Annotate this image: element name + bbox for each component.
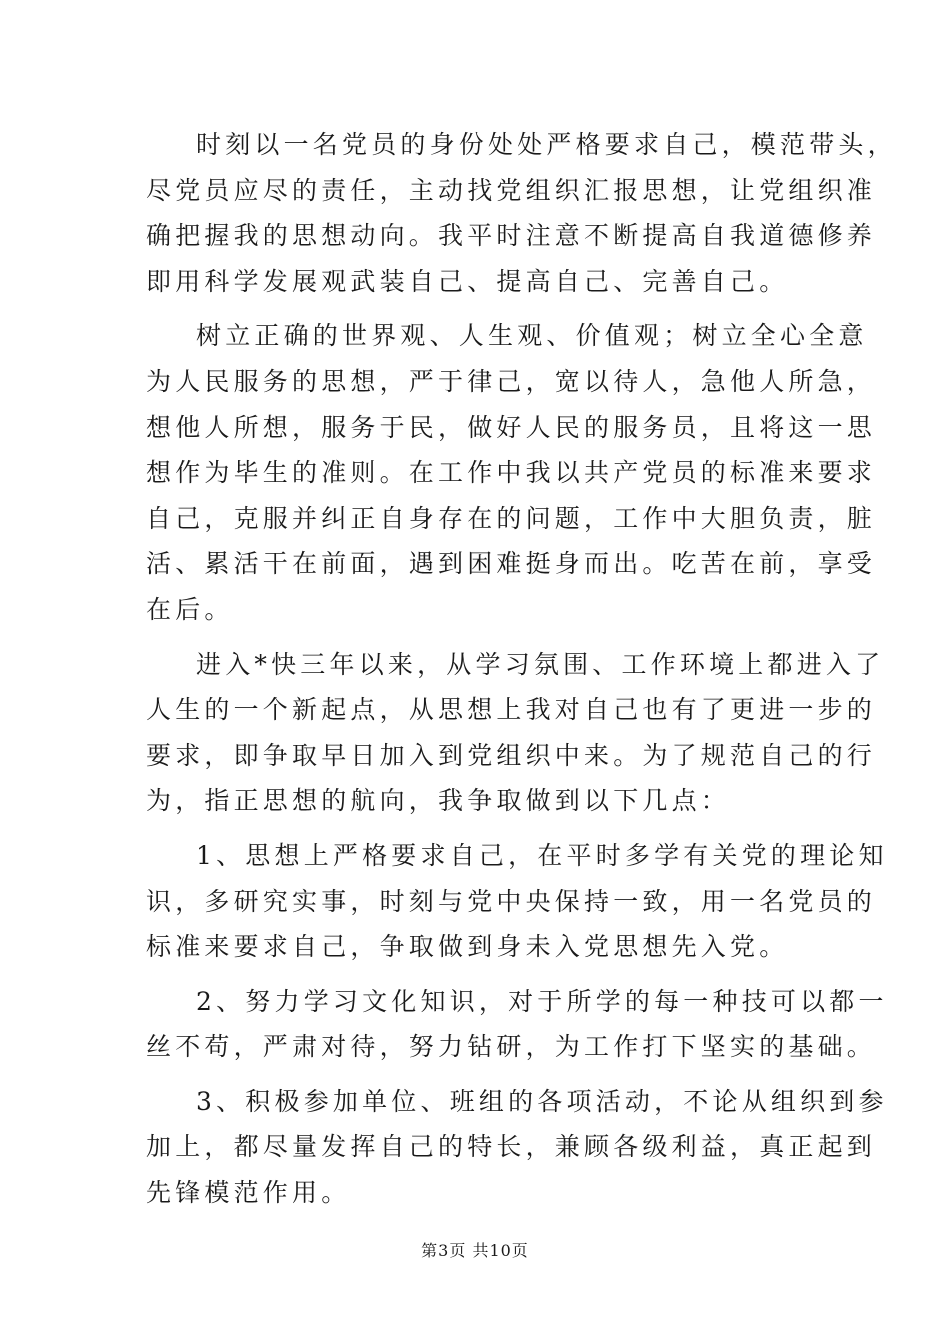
text-line: 丝不苟，严肃对待，努力钻研，为工作打下坚实的基础。	[146, 1032, 877, 1062]
text-line: 先锋模范作用。	[146, 1178, 351, 1208]
text-line: 想作为毕生的准则。在工作中我以共产党员的标准来要求	[146, 458, 877, 488]
text-line: 识，多研究实事，时刻与党中央保持一致，用一名党员的	[146, 886, 877, 916]
text-line: 为人民服务的思想，严于律己，宽以待人，急他人所急，	[146, 366, 877, 396]
text-line: 活、累活干在前面，遇到困难挺身而出。吃苦在前，享受	[146, 549, 877, 579]
text-line: 尽党员应尽的责任，主动找党组织汇报思想，让党组织准	[146, 175, 877, 205]
text-line: 树立正确的世界观、人生观、价值观；树立全心全意	[196, 321, 868, 351]
text-line: 在后。	[146, 594, 234, 624]
text-line: 3、积极参加单位、班组的各项活动，不论从组织到参	[196, 1086, 888, 1116]
text-line: 加上，都尽量发挥自己的特长，兼顾各级利益，真正起到	[146, 1132, 877, 1162]
text-line: 要求，即争取早日加入到党组织中来。为了规范自己的行	[146, 740, 877, 770]
text-line: 想他人所想，服务于民，做好人民的服务员，且将这一思	[146, 412, 877, 442]
text-line: 人生的一个新起点，从思想上我对自己也有了更进一步的	[146, 695, 877, 725]
text-line: 2、努力学习文化知识，对于所学的每一种技可以都一	[196, 986, 888, 1016]
paragraph-2	[146, 313, 877, 632]
text-line: 进入*快三年以来，从学习氛围、工作环境上都进入了	[196, 649, 885, 679]
text-line: 1、思想上严格要求自己，在平时多学有关党的理论知	[196, 840, 888, 870]
text-line: 时刻以一名党员的身份处处严格要求自己，模范带头，	[196, 130, 897, 159]
paragraph-3	[146, 642, 885, 824]
text-line: 自己，克服并纠正自身存在的问题，工作中大胆负责，脏	[146, 503, 877, 533]
text-line: 即用科学发展观武装自己、提高自己、完善自己。	[146, 266, 789, 296]
body-text	[146, 122, 897, 1225]
text-line: 确把握我的思想动向。我平时注意不断提高自我道德修养	[146, 221, 877, 251]
text-line: 标准来要求自己，争取做到身未入党思想先入党。	[146, 932, 789, 962]
paragraph-1	[146, 122, 897, 304]
paragraph-6	[146, 1079, 888, 1216]
text-line: 为，指正思想的航向，我争取做到以下几点：	[146, 786, 731, 816]
paragraph-4	[146, 833, 888, 970]
paragraph-5	[146, 979, 888, 1070]
page-number-footer: 第3页 共10页	[421, 1241, 529, 1260]
